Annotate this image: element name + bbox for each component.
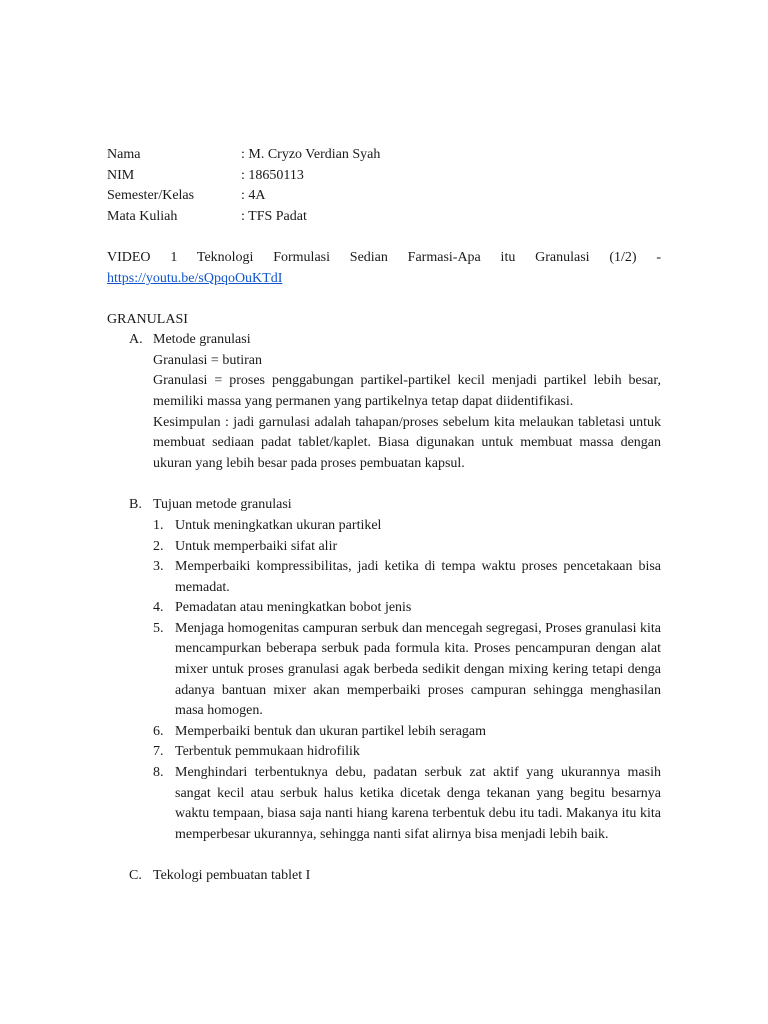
list-number: 7. — [153, 744, 164, 760]
list-item — [153, 763, 661, 845]
meta-value: : M. Cryzo Verdian Syah — [241, 147, 381, 162]
meta-row-mata-kuliah — [107, 207, 661, 228]
list-text: Untuk memperbaiki sifat alir — [175, 538, 338, 554]
list-item — [153, 598, 661, 619]
list-item — [153, 722, 661, 743]
list-text: Menghindari terbentuknya debu, padatan serbuk zat aktif yang ukurannya masih sangat kecil atau serbuk halus ketika dicetak denga tekanan yang begitu besarnya waktu tempaan, biasa saja nanti hiang karena terbentuk debu itu tadi. Makanya itu kita memperbesar ukurannya, sehingga nanti sifat alirnya bisa menjadi lebih baik. — [175, 765, 661, 842]
list-item — [153, 619, 661, 722]
list-number: 4. — [153, 600, 164, 616]
list-number: 6. — [153, 723, 164, 739]
paragraph: Granulasi = proses penggabungan partikel-partikel kecil menjadi partikel lebih besar, memiliki massa yang permanen yang partikelnya tetap dapat diidentifikasi. — [153, 373, 661, 409]
numbered-list — [153, 516, 661, 846]
list-number: 2. — [153, 538, 164, 554]
section-letter: A. — [129, 332, 143, 348]
meta-value: : TFS Padat — [241, 208, 307, 224]
list-number: 5. — [153, 620, 164, 636]
meta-row-nim — [107, 166, 661, 187]
list-item — [153, 537, 661, 558]
paragraph: Granulasi = butiran — [153, 352, 262, 368]
list-item — [153, 742, 661, 763]
meta-label: Mata Kuliah — [107, 208, 178, 224]
list-item — [153, 516, 661, 537]
section-letter: C. — [129, 868, 142, 884]
paragraph: Kesimpulan : jadi garnulasi adalah tahapan/proses sebelum kita melaukan tabletasi untuk membuat sediaan padat tablet/kaplet. Biasa digunakan untuk membuat massa dengan ukuran yang lebih besar pada proses pembuatan kapsul. — [153, 414, 661, 471]
meta-row-semester — [107, 186, 661, 207]
list-text: Pemadatan atau meningkatkan bobot jenis — [175, 600, 412, 616]
section-b — [107, 495, 661, 845]
list-text: Terbentuk pemmukaan hidrofilik — [175, 744, 360, 760]
section-body — [153, 866, 661, 887]
video-reference: VIDEO 1 Teknologi Formulasi Sedian Farmasi-Apa itu Granulasi (1/2) - — [107, 250, 661, 266]
video-link[interactable]: https://youtu.be/sQpqoOuKTdI — [107, 270, 283, 286]
list-text: Untuk meningkatkan ukuran partikel — [175, 517, 382, 533]
section-c — [107, 866, 661, 887]
document-content — [107, 145, 661, 887]
section-title: Tekologi pembuatan tablet I — [153, 868, 311, 884]
meta-value: : 18650113 — [241, 167, 304, 183]
section-body — [153, 330, 661, 474]
section-body — [153, 495, 661, 845]
list-text: Memperbaiki kompressibilitas, jadi ketika di tempa waktu proses pencetakaan bisa memadat. — [175, 559, 661, 595]
section-letter: B. — [129, 497, 142, 513]
list-number: 1. — [153, 517, 164, 533]
meta-row-nama — [107, 145, 661, 166]
section-heading: GRANULASI — [107, 311, 188, 327]
meta-value: : 4A — [241, 188, 266, 204]
list-text: Memperbaiki bentuk dan ukuran partikel lebih seragam — [175, 723, 487, 739]
list-text: Menjaga homogenitas campuran serbuk dan mencegah segregasi, Proses granulasi kita mencampurkan beberapa serbuk pada formula kita. Proses pencampuran dengan alat mixer untuk proses granulasi agak berbeda sedikit dengan mixing kering tetapi denga adanya bantuan mixer akan memperbaiki proses campuran sehingga menghasilan masa homogen. — [175, 620, 661, 719]
list-number: 3. — [153, 559, 164, 575]
student-info — [107, 145, 661, 227]
section-title: Tujuan metode granulasi — [153, 497, 292, 513]
meta-label: Nama — [107, 147, 141, 162]
list-number: 8. — [153, 765, 164, 781]
section-a — [107, 330, 661, 474]
meta-label: Semester/Kelas — [107, 188, 195, 204]
meta-label: NIM — [107, 167, 135, 183]
video-link-line — [107, 269, 661, 290]
section-title: Metode granulasi — [153, 332, 251, 348]
list-item — [153, 557, 661, 598]
